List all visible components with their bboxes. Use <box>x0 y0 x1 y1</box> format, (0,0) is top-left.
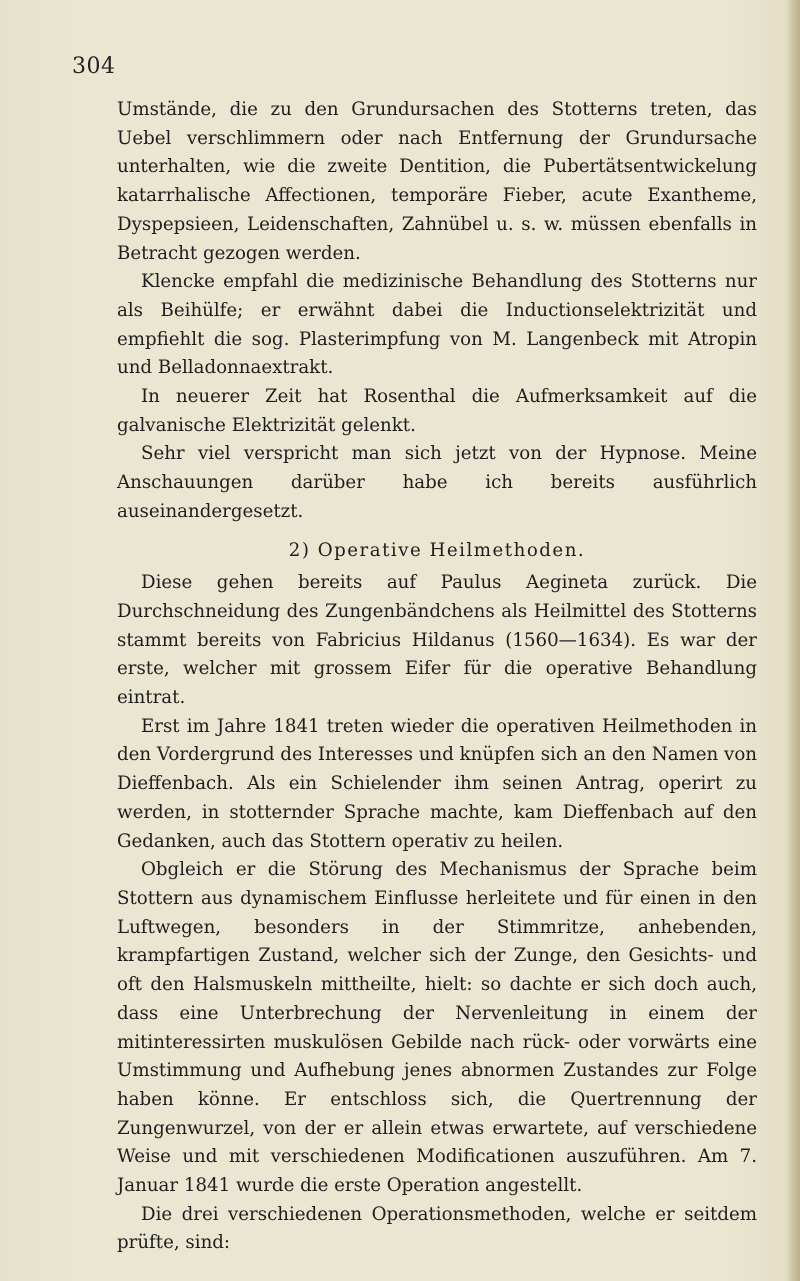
paragraph-dieffenbach: Erst im Jahre 1841 treten wieder die operativen Heilmethoden in den Vordergrund des Interesses und knüpfen sich an den Namen von Dieffenbach. Als ein Schielender ihm seinen Antrag, operirt zu werden, in stotternder Sprache machte, kam Dieffenbach auf den Gedanken, auch das Stottern operativ zu heilen. <box>117 715 757 852</box>
paragraph-klencke: Klencke empfahl die medizinische Behandlung des Stotterns nur als Beihülfe; er erwähnt dabei die Inductionselektrizität und empfiehlt die sog. Plasterimpfung von M. Langenbeck mit Atropin und Belladonnaextrakt. <box>117 271 757 379</box>
body-text <box>117 96 757 1258</box>
section-heading: 2) Operative Heilmethoden. <box>288 539 586 561</box>
page-number: 304 <box>72 54 116 79</box>
paragraph-continuation: Umstände, die zu den Grundursachen des Stotterns treten, das Uebel verschlimmern oder nach Entfernung der Grundursache unterhalten, wie die zweite Dentition, die Pubertätsentwickelung katarrhalische Affectionen, temporäre Fieber, acute Exantheme, Dyspepsieen, Leidenschaften, Zahnübel u. s. w. müssen ebenfalls in Betracht gezogen werden. <box>117 99 757 264</box>
paragraph-obgleich: Obgleich er die Störung des Mechanismus der Sprache beim Stottern aus dynamischem Einflusse herleitete und für einen in den Luftwegen, besonders in der Stimmritze, anhebenden, krampfartigen Zustand, welcher sich der Zunge, den Gesichts- und oft den Halsmuskeln mittheilte, hielt: so dachte er sich doch auch, dass eine Unterbrechung der Nervenleitung in einem der mitinteressirten muskulösen Gebilde nach rück- oder vorwärts eine Umstimmung und Aufhebung jenes abnormen Zustandes zur Folge haben könne. Er entschloss sich, die Quertrennung der Zungenwurzel, von der er allein etwas erwartete, auf verschiedene Weise und mit verschiedenen Modificationen auszuführen. Am 7. Januar 1841 wurde die erste Operation angestellt. <box>117 859 757 1197</box>
paragraph-methoden: Die drei verschiedenen Operationsmethoden, welche er seitdem prüfte, sind: <box>117 1203 757 1254</box>
page-edge-shadow <box>786 0 800 1281</box>
paragraph-hypnose: Sehr viel verspricht man sich jetzt von der Hypnose. Meine Anschauungen darüber habe ich bereits ausführlich auseinandergesetzt. <box>117 443 757 522</box>
paragraph-rosenthal: In neuerer Zeit hat Rosenthal die Aufmerksamkeit auf die galvanische Elektrizität gelenkt. <box>117 386 757 436</box>
paragraph-aegineta: Diese gehen bereits auf Paulus Aegineta zurück. Die Durchschneidung des Zungenbändchens als Heilmittel des Stotterns stammt bereits von Fabricius Hildanus (1560—1634). Es war der erste, welcher mit grossem Eifer für die operative Behandlung eintrat. <box>117 572 757 709</box>
